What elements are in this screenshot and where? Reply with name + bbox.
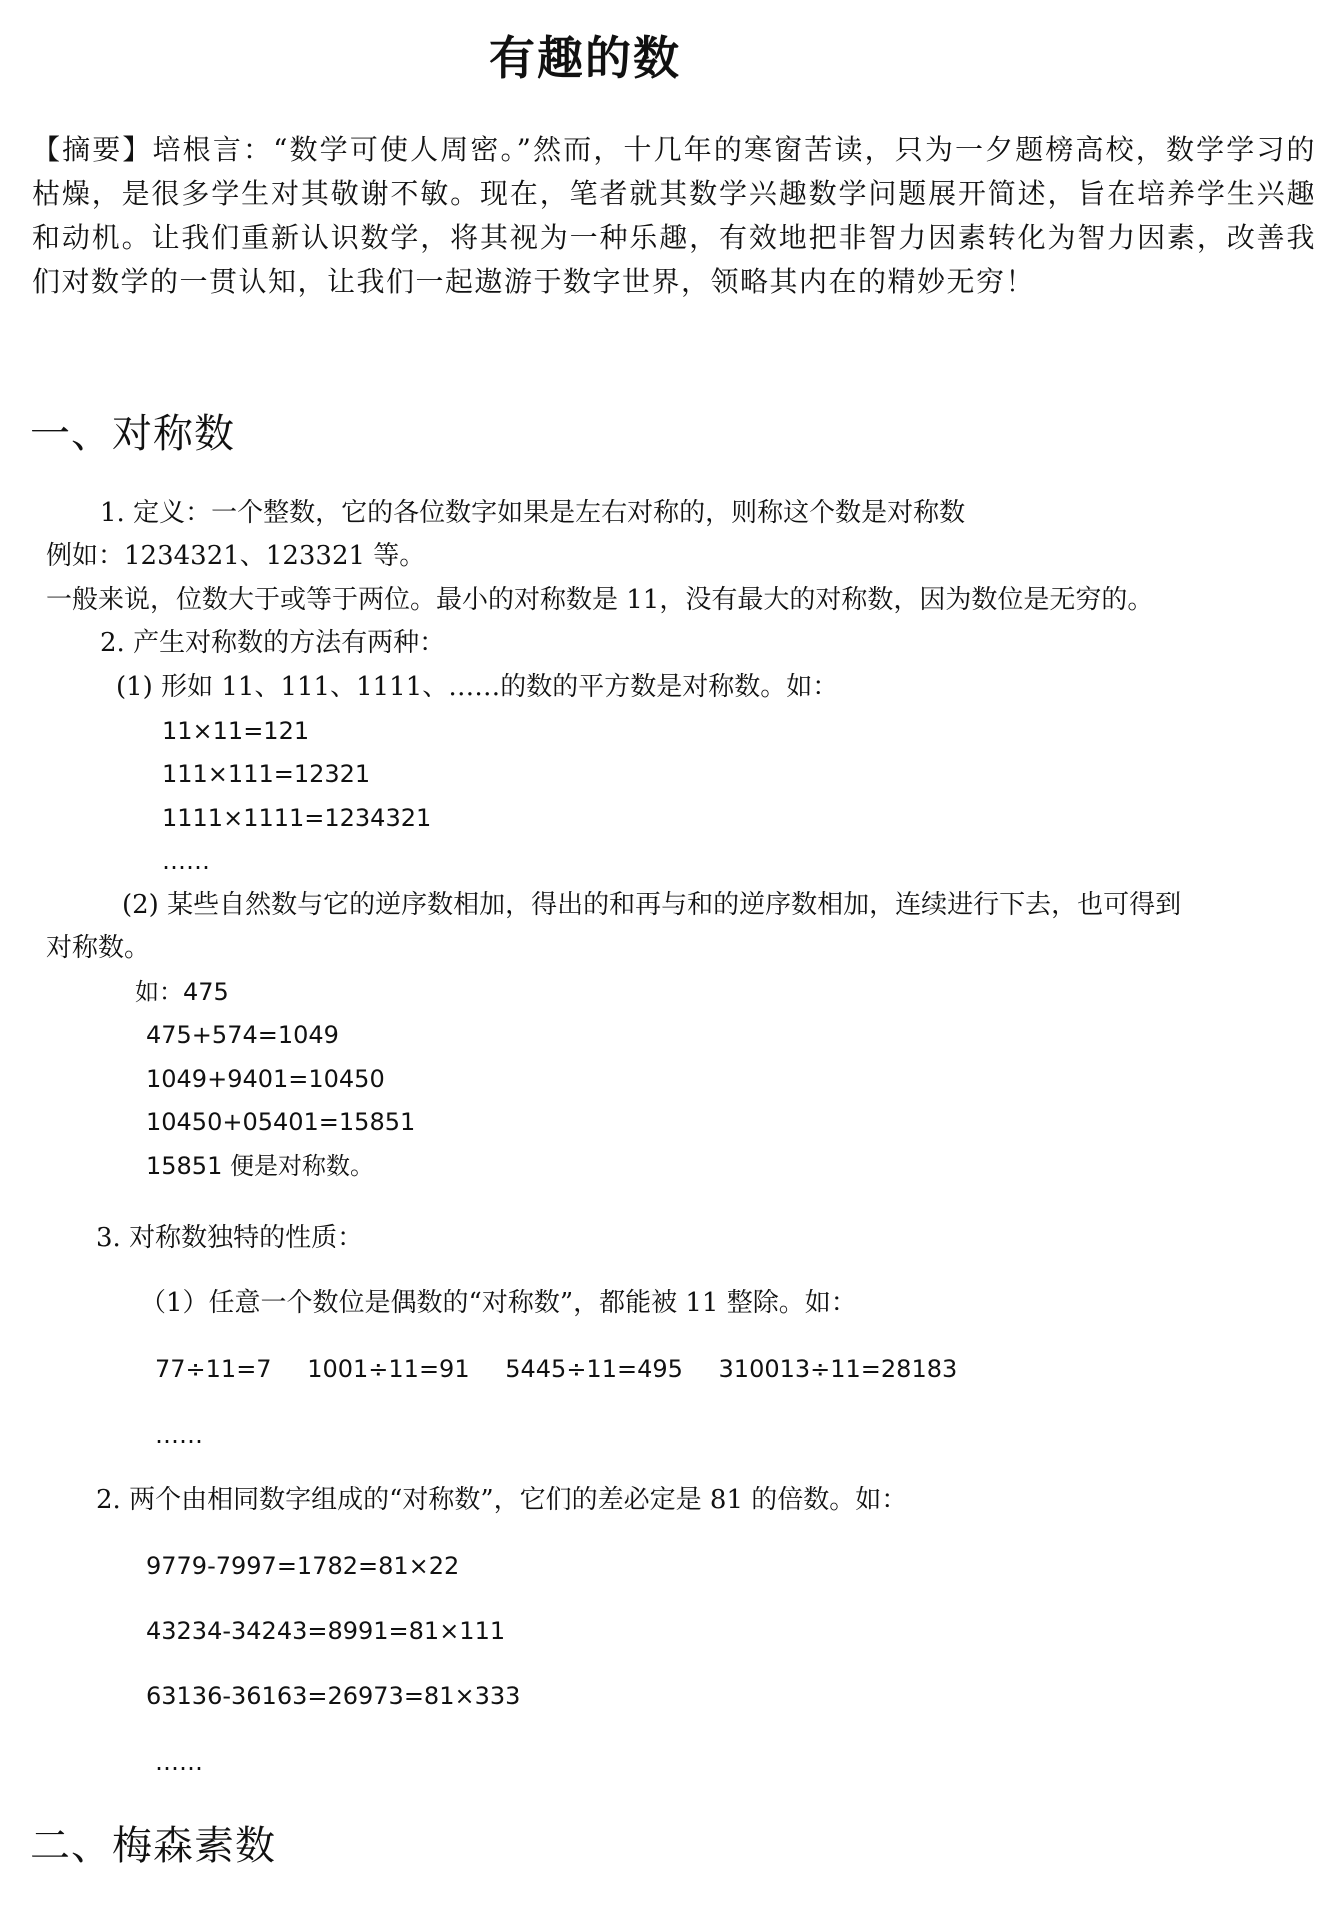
method2-example: 475+574=1049 (146, 1021, 339, 1049)
document-title: 有趣的数 (489, 31, 681, 85)
method2-line-cont: 对称数。 (46, 933, 151, 963)
method1-example: 1111×1111=1234321 (162, 804, 432, 832)
method2-example-intro: 如：475 (135, 978, 229, 1006)
method1-example: 11×11=121 (162, 717, 310, 745)
method2-example: 10450+05401=15851 (146, 1108, 416, 1136)
section-heading-symmetric-numbers: 一、对称数 (30, 411, 235, 457)
property2-line: 2. 两个由相同数字组成的“对称数”，它们的差必定是 81 的倍数。如： (96, 1485, 908, 1515)
property1-line: （1）任意一个数位是偶数的“对称数”，都能被 11 整除。如： (140, 1288, 857, 1318)
definition-line: 1. 定义：一个整数，它的各位数字如果是左右对称的，则称这个数是对称数 (100, 498, 966, 528)
section-heading-mersenne-primes: 二、梅森素数 (30, 1823, 276, 1869)
property1-example: 77÷11=7 (155, 1355, 272, 1383)
example-line: 例如：1234321、123321 等。 (46, 541, 426, 571)
property1-ellipsis: …… (155, 1421, 203, 1449)
method2-example: 1049+9401=10450 (146, 1065, 385, 1093)
general-note-line: 一般来说，位数大于或等于两位。最小的对称数是 11，没有最大的对称数，因为数位是无穷的。 (46, 585, 1154, 615)
property2-example: 63136-36163=26973=81×333 (146, 1682, 521, 1710)
property1-example: 5445÷11=495 (505, 1355, 683, 1383)
methods-intro-line: 2. 产生对称数的方法有两种： (100, 628, 446, 658)
property1-examples (155, 1353, 985, 1385)
abstract-text: 【摘要】培根言：“数学可使人周密。”然而，十几年的寒窗苦读，只为一夕题榜高校，数学学习的枯燥，是很多学生对其敬谢不敏。现在，笔者就其数学兴趣数学问题展开简述，旨在培养学生兴趣和动机。让我们重新认识数学，将其视为一种乐趣，有效地把非智力因素转化为智力因素，改善我们对数学的一贯认知，让我们一起遨游于数字世界，领略其内在的精妙无穷！ (32, 133, 1316, 298)
abstract (32, 128, 1316, 304)
property1-example: 310013÷11=28183 (718, 1355, 958, 1383)
method1-ellipsis: …… (162, 847, 210, 875)
method2-conclusion: 15851 便是对称数。 (146, 1152, 374, 1180)
method2-line: (2) 某些自然数与它的逆序数相加，得出的和再与和的逆序数相加，连续进行下去，也可得到 (122, 890, 1182, 920)
property2-example: 9779-7997=1782=81×22 (146, 1552, 460, 1580)
property1-example: 1001÷11=91 (307, 1355, 470, 1383)
properties-intro-line: 3. 对称数独特的性质： (96, 1223, 364, 1253)
property2-example: 43234-34243=8991=81×111 (146, 1617, 506, 1645)
method1-line: (1) 形如 11、111、1111、……的数的平方数是对称数。如： (116, 672, 839, 702)
property2-ellipsis: …… (155, 1748, 203, 1776)
method1-example: 111×111=12321 (162, 760, 371, 788)
